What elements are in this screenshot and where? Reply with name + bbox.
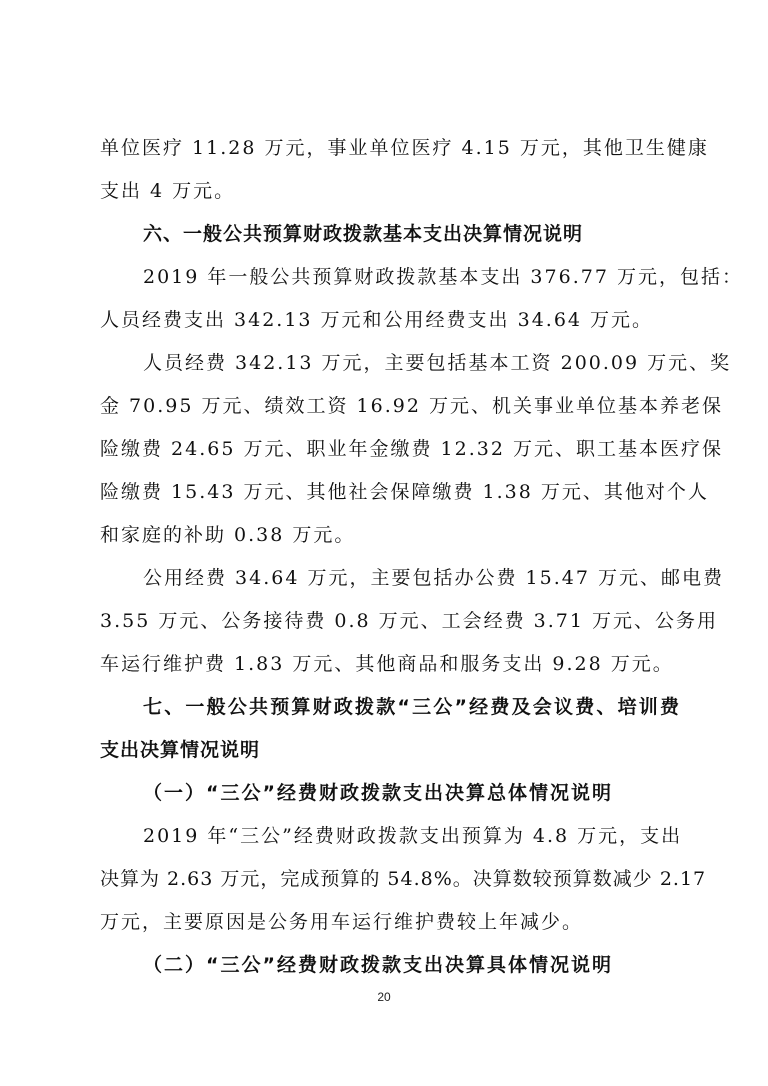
body-text-line: 单位医疗 11.28 万元，事业单位医疗 4.15 万元，其他卫生健康 — [100, 137, 709, 159]
body-text-line: 2019 年“三公”经费财政拨款支出预算为 4.8 万元，支出 — [143, 825, 683, 847]
body-text-line: 人员经费 342.13 万元，主要包括基本工资 200.09 万元、奖 — [143, 352, 732, 374]
section-heading: 支出决算情况说明 — [100, 739, 261, 761]
body-text-line: 人员经费支出 342.13 万元和公用经费支出 34.64 万元。 — [100, 309, 654, 331]
body-text-line: 车运行维护费 1.83 万元、其他商品和服务支出 9.28 万元。 — [100, 653, 674, 675]
subsection-heading: （二）“三公”经费财政拨款支出决算具体情况说明 — [143, 954, 613, 976]
body-text-line: 险缴费 15.43 万元、其他社会保障缴费 1.38 万元、其他对个人 — [100, 481, 709, 503]
section-heading: 六、一般公共预算财政拨款基本支出决算情况说明 — [143, 223, 584, 245]
subsection-heading: （一）“三公”经费财政拨款支出决算总体情况说明 — [143, 782, 613, 804]
body-text-line: 险缴费 24.65 万元、职业年金缴费 12.32 万元、职工基本医疗保 — [100, 438, 723, 460]
body-text-line: 支出 4 万元。 — [100, 180, 236, 202]
page-number: 20 — [377, 990, 391, 1004]
body-text-line: 决算为 2.63 万元，完成预算的 54.8%。决算数较预算数减少 2.17 — [100, 868, 707, 890]
body-text-line: 3.55 万元、公务接待费 0.8 万元、工会经费 3.71 万元、公务用 — [100, 610, 719, 632]
body-text-line: 和家庭的补助 0.38 万元。 — [100, 524, 356, 546]
body-text-line: 公用经费 34.64 万元，主要包括办公费 15.47 万元、邮电费 — [143, 567, 724, 589]
body-text-line: 2019 年一般公共预算财政拨款基本支出 376.77 万元，包括： — [143, 266, 743, 288]
section-heading: 七、一般公共预算财政拨款“三公”经费及会议费、培训费 — [143, 696, 680, 718]
body-text-line: 金 70.95 万元、绩效工资 16.92 万元、机关事业单位基本养老保 — [100, 395, 723, 417]
body-text-line: 万元，主要原因是公务用车运行维护费较上年减少。 — [100, 911, 584, 933]
